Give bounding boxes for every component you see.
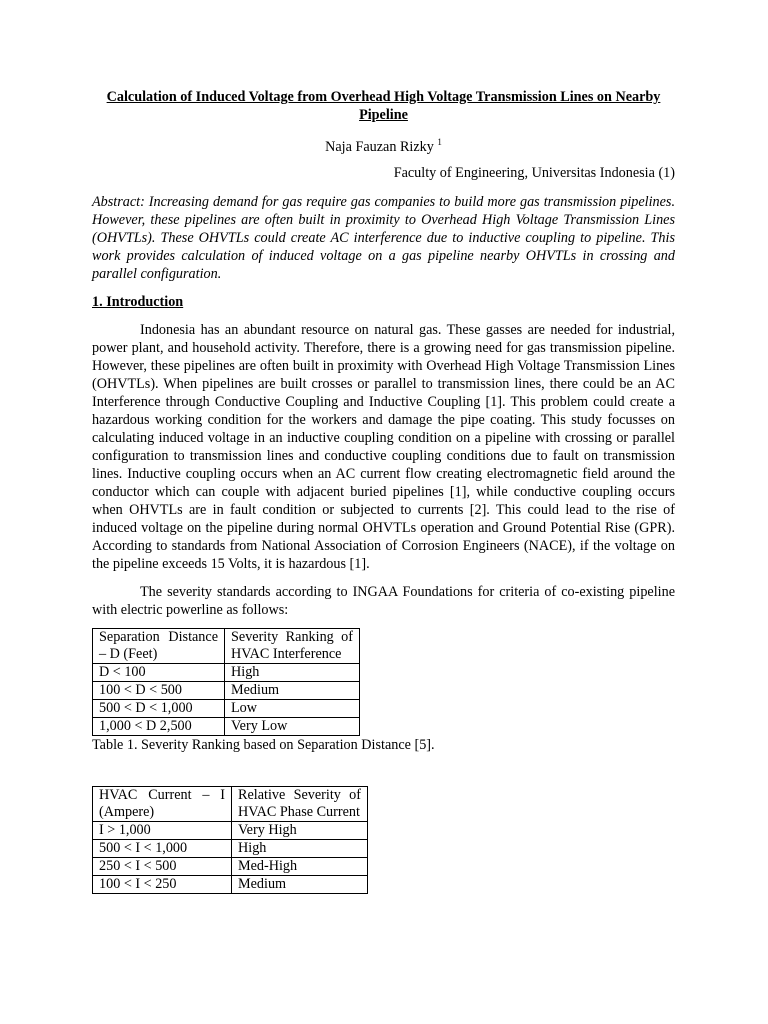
table-header-cell: Relative Severity of HVAC Phase Current: [232, 787, 368, 822]
affiliation: Faculty of Engineering, Universitas Indonesia (1): [393, 165, 675, 181]
author-line: [92, 138, 675, 156]
table-cell: Very High: [232, 822, 368, 840]
table-header-cell: Severity Ranking of HVAC Interference: [225, 629, 360, 664]
table-row: [93, 718, 360, 736]
paper-body: [92, 88, 675, 894]
paper-title: Calculation of Induced Voltage from Overhead High Voltage Transmission Lines on Nearby Pipeline: [106, 89, 661, 123]
table-row: [93, 700, 360, 718]
severity-distance-table: [92, 628, 360, 736]
table-row: [93, 664, 360, 682]
table-row: [93, 876, 368, 894]
table-cell: 100 < D < 500: [93, 682, 225, 700]
table-1-caption: Table 1. Severity Ranking based on Separation Distance [5].: [92, 737, 435, 753]
table-row: [93, 858, 368, 876]
table-row: [93, 682, 360, 700]
table-cell: 500 < D < 1,000: [93, 700, 225, 718]
table-cell: High: [232, 840, 368, 858]
severity-current-table: [92, 786, 368, 894]
table-header-row: [93, 787, 368, 822]
table-2-wrapper: [92, 786, 675, 894]
abstract: Abstract: Increasing demand for gas require gas companies to build more gas transmission pipelines. However, these pipelines are often built in proximity to Overhead High Voltage Transmission Lines (OHVTLs). These OHVTLs could create AC interference due to inductive coupling to pipeline. This work provides calculation of induced voltage on a gas pipeline nearby OHVTLs in crossing and parallel configuration.: [92, 194, 675, 282]
table-row: [93, 822, 368, 840]
table-cell: I > 1,000: [93, 822, 232, 840]
table-cell: Low: [225, 700, 360, 718]
intro-paragraph-1: Indonesia has an abundant resource on natural gas. These gasses are needed for industrial, power plant, and household activity. Therefore, there is a growing need for gas transmission pipeline. However, these pipelines are often built in proximity with Overhead High Voltage Transmission Lines (OHVTLs). When pipelines are built crosses or parallel to transmission lines, there could be an AC Interference through Conductive Coupling and Inductive Coupling [1]. This problem could create a hazardous working condition for the workers and damage the pipe coating. This study focusses on calculating induced voltage in an inductive coupling condition on a pipeline with crossing or parallel configuration to transmission lines and conductive coupling conditions due to fault on transmission lines. Inductive coupling occurs when an AC current flow creating electromagnetic field around the conductor which can couple with adjacent buried pipelines [1], while conductive coupling occurs when OHVTLs are in fault condition or subjected to currents [2]. This could lead to the rise of induced voltage on the pipeline during normal OHVTLs operation and Ground Potential Rise (GPR). According to standards from National Association of Corrosion Engineers (NACE), if the voltage on the pipeline exceeds 15 Volts, it is hazardous [1].: [92, 322, 675, 572]
table-cell: 500 < I < 1,000: [93, 840, 232, 858]
table-cell: High: [225, 664, 360, 682]
table-cell: 100 < I < 250: [93, 876, 232, 894]
section-heading-introduction: 1. Introduction: [92, 294, 184, 310]
table-cell: 250 < I < 500: [93, 858, 232, 876]
table-cell: D < 100: [93, 664, 225, 682]
table-header-cell: HVAC Current – I (Ampere): [93, 787, 232, 822]
author-superscript: 1: [437, 137, 442, 147]
table-cell: Med-High: [232, 858, 368, 876]
table-header-row: [93, 629, 360, 664]
table-header-cell: Separation Distance – D (Feet): [93, 629, 225, 664]
table-row: [93, 840, 368, 858]
table-cell: Medium: [232, 876, 368, 894]
table-cell: Very Low: [225, 718, 360, 736]
table-cell: 1,000 < D 2,500: [93, 718, 225, 736]
table-cell: Medium: [225, 682, 360, 700]
author-name: Naja Fauzan Rizky: [325, 139, 434, 155]
intro-paragraph-2: The severity standards according to INGAA Foundations for criteria of co-existing pipeline with electric powerline as follows:: [92, 584, 675, 618]
